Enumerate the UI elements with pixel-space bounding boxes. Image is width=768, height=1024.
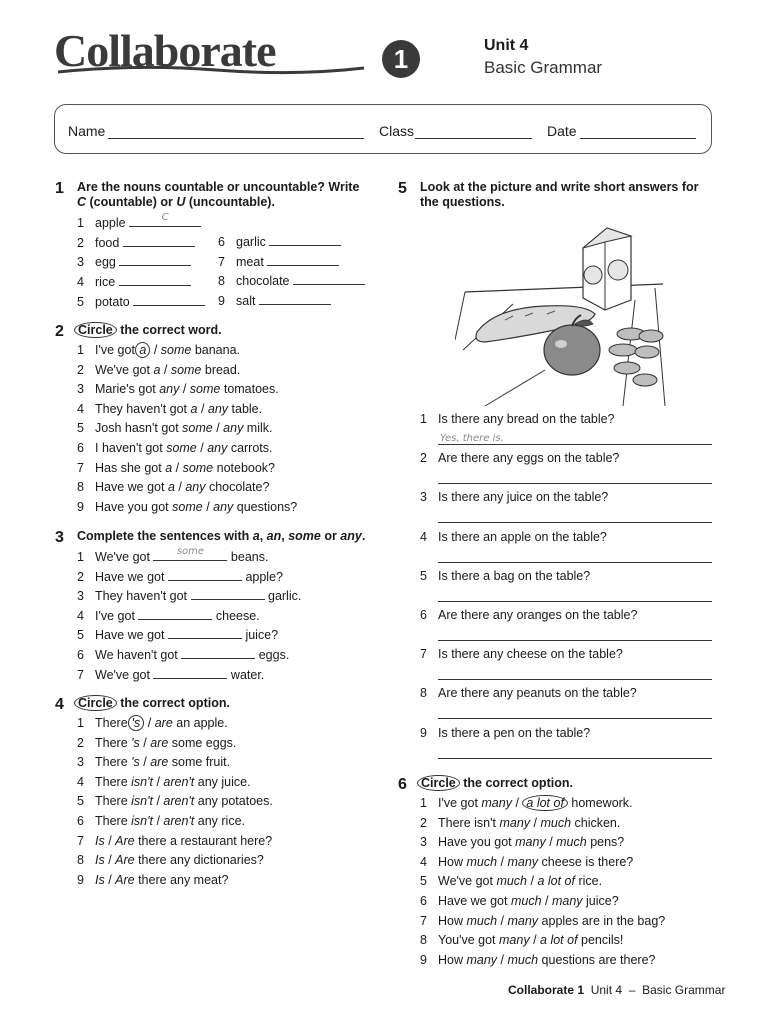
list-item: 4 rice [77,274,205,294]
list-item[interactable]: 6 Have we got much / many juice? [420,893,619,908]
answer-blank[interactable] [138,608,212,620]
exercise-5-number: 5 [398,180,407,197]
class-label: Class [379,123,415,139]
list-item: 5 Have we got juice? [77,628,279,643]
question-item: 4 Is there an apple on the table? [420,530,637,569]
list-item: 5 potato [77,294,205,314]
answer-blank[interactable] [119,274,191,286]
answer-blank[interactable] [267,254,339,266]
exercise-3-number: 3 [55,529,64,546]
list-item[interactable]: 2 There 's / are some eggs. [77,735,237,750]
list-item[interactable]: 4 How much / many cheese is there? [420,854,634,869]
list-item[interactable]: 8 Is / Are there any dictionaries? [77,853,264,868]
logo-swoosh-icon [56,62,366,76]
unit-subtitle: Basic Grammar [484,58,603,77]
answer-blank[interactable]: C [129,215,201,227]
list-item: 1 We've got some beans. [77,546,269,564]
list-item[interactable]: 3 Marie's got any / some tomatoes. [77,382,279,397]
list-item: 2 food [77,235,205,255]
answer-blank[interactable]: some [153,549,227,561]
list-item: 2 Have we got apple? [77,569,283,584]
list-item[interactable]: 2 There isn't many / much chicken. [420,815,621,830]
list-item[interactable]: 6 There isn't / aren't any rice. [77,813,246,828]
question-item: 3 Is there any juice on the table? [420,490,637,529]
exercise-5-instruction: Look at the picture and write short answers for the questions. [420,180,699,209]
answer-blank[interactable] [119,254,191,266]
question-item: 9 Is there a pen on the table? [420,726,637,765]
list-item[interactable]: 3 There 's / are some fruit. [77,755,231,770]
name-label: Name [68,123,106,139]
answer-blank[interactable] [123,235,195,247]
list-item[interactable]: 6 I haven't got some / any carrots. [77,440,273,455]
answer-line[interactable] [438,444,712,445]
page-footer: Collaborate 1 Unit 4 – Basic Grammar [508,983,726,997]
question-item: 5 Is there a bag on the table? [420,569,637,608]
date-label: Date [547,123,577,139]
list-item[interactable]: 8 Have we got a / any chocolate? [77,480,270,495]
question-item: 6 Are there any oranges on the table? [420,608,637,647]
answer-line[interactable] [438,562,712,563]
list-item[interactable]: 4 There isn't / aren't any juice. [77,774,251,789]
list-item: 6 garlic [218,234,365,254]
answer-line[interactable] [438,522,712,523]
exercise-4-instruction: Circle the correct option. [77,696,230,711]
exercise-1-number: 1 [55,180,64,197]
question-item: 1 Is there any bread on the table? Yes, there is. [420,412,637,451]
list-item[interactable]: 3 Have you got many / much pens? [420,835,625,850]
exercise-5-questions [420,412,637,765]
question-item: 7 Is there any cheese on the table? [420,647,637,686]
answer-line[interactable] [438,718,712,719]
list-item: 1 apple C [77,215,205,235]
answer-line[interactable] [438,679,712,680]
exercise-3-list [77,546,302,686]
list-item[interactable]: 5 We've got much / a lot of rice. [420,874,603,889]
answer-blank[interactable] [168,569,242,581]
list-item[interactable]: 5 Josh hasn't got some / any milk. [77,421,273,436]
answer-blank[interactable] [153,667,227,679]
answer-line[interactable] [438,601,712,602]
exercise-2-list [77,343,297,519]
list-item[interactable]: 7 Is / Are there a restaurant here? [77,833,273,848]
question-item: 2 Are there any eggs on the table? [420,451,637,490]
exercise-4-number: 4 [55,696,64,713]
answer-line[interactable] [438,483,712,484]
list-item: 9 salt [218,293,365,313]
list-item: 7 We've got water. [77,667,265,682]
exercise-4-list [77,716,273,892]
sample-answer: Yes, there is. [440,433,504,444]
exercise-2-number: 2 [55,323,64,340]
logo-number-badge: 1 [382,40,420,78]
exercise-1-left-list [77,212,205,313]
answer-blank[interactable] [191,588,265,600]
list-item[interactable]: 9 Have you got some / any questions? [77,499,298,514]
question-item: 8 Are there any peanuts on the table? [420,686,637,725]
answer-line[interactable] [438,758,712,759]
exercise-6-instruction: Circle the correct option. [420,776,573,791]
class-field[interactable] [415,138,532,139]
list-item: 3 They haven't got garlic. [77,589,302,604]
collaborate-logo: Collaborate [54,25,276,76]
exercise-6-list [420,796,665,972]
answer-blank[interactable] [293,273,365,285]
answer-blank[interactable] [181,647,255,659]
answer-blank[interactable] [259,293,331,305]
exercise-1-right-list [218,234,365,313]
exercise-2-instruction: Circle the correct word. [77,323,222,338]
list-item[interactable]: 8 You've got many / a lot of pencils! [420,933,624,948]
list-item: 8 chocolate [218,273,365,293]
exercise-1-instruction: Are the nouns countable or uncountable? Write C (countable) or U (uncountable). [77,180,360,209]
date-field[interactable] [580,138,696,139]
list-item[interactable]: 5 There isn't / aren't any potatoes. [77,794,273,809]
list-item[interactable]: 9 Is / Are there any meat? [77,872,229,887]
answer-blank[interactable] [168,627,242,639]
exercise-3-instruction: Complete the sentences with a, an, some or any. [77,529,366,543]
answer-blank[interactable] [133,294,205,306]
answer-line[interactable] [438,640,712,641]
list-item[interactable]: 7 How much / many apples are in the bag? [420,913,666,928]
answer-blank[interactable] [269,234,341,246]
list-item[interactable]: 4 They haven't got a / any table. [77,401,263,416]
list-item[interactable]: 2 We've got a / some bread. [77,362,241,377]
list-item[interactable]: 1 I've got many / a lot of homework. [420,796,633,810]
name-field[interactable] [108,138,364,139]
list-item: 7 meat [218,254,365,274]
list-item[interactable]: 1 There 's / are an apple. [77,716,228,730]
list-item: 3 egg [77,254,205,274]
exercise-6-number: 6 [398,776,407,793]
list-item: 4 I've got cheese. [77,608,260,623]
list-item[interactable]: 7 Has she got a / some notebook? [77,460,275,475]
list-item: 6 We haven't got eggs. [77,647,290,662]
unit-label: Unit 4 [484,37,529,54]
food-on-table-illustration [455,220,670,410]
list-item[interactable]: 1 I've got a / some banana. [77,343,241,357]
list-item[interactable]: 9 How many / much questions are there? [420,952,656,967]
